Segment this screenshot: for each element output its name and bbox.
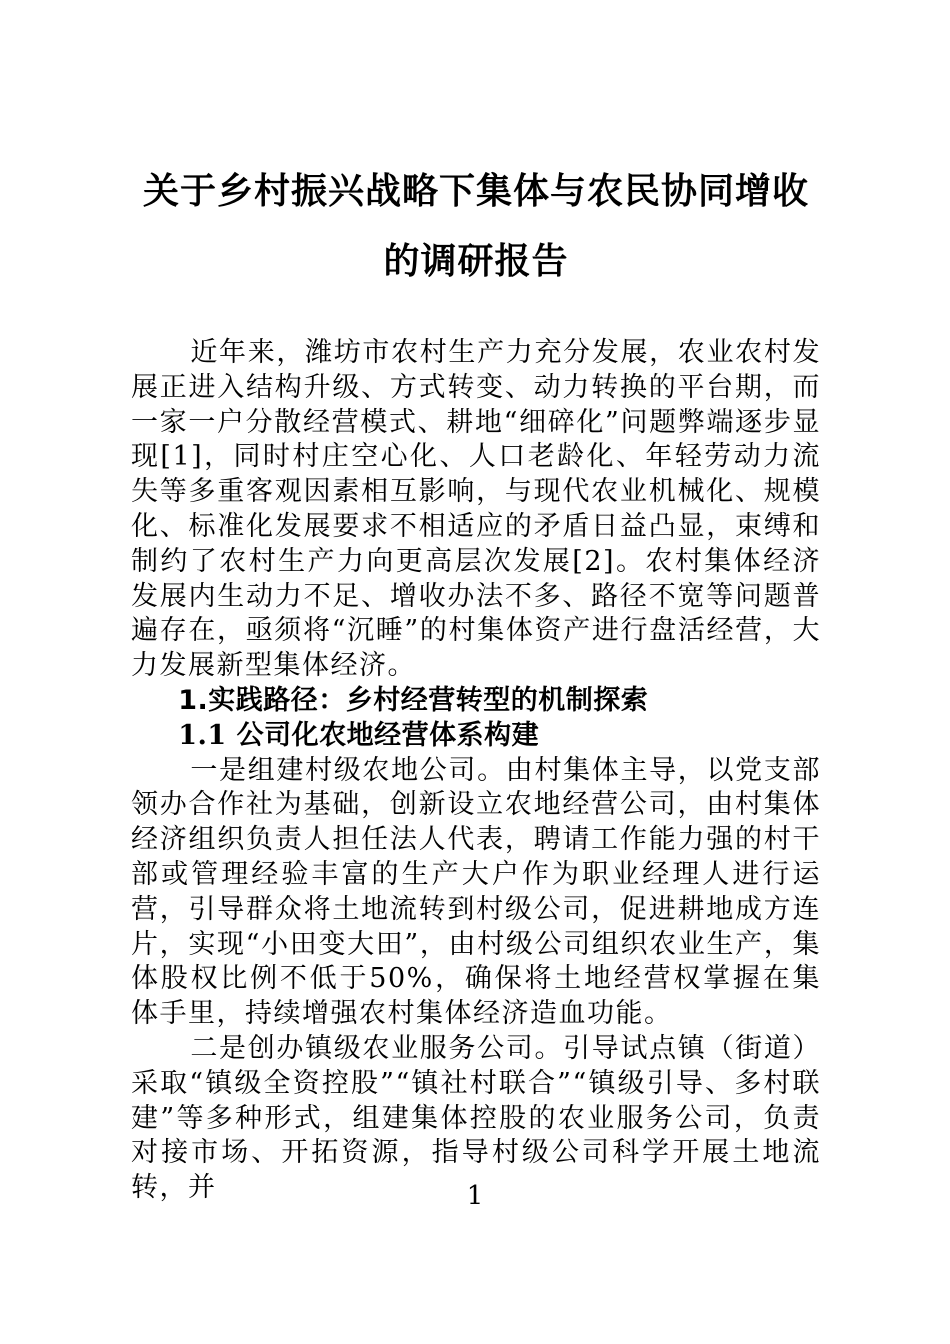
document-title-line-1: 关于乡村振兴战略下集体与农民协同增收 (142, 170, 809, 212)
page-number: 1 (466, 1181, 484, 1211)
paragraph-town-agri-service-company: 二是创办镇级农业服务公司。引导试点镇（街道）采取“镇级全资控股”“镇社村联合”“镇级引导、多村联建”等多种形式，组建集体控股的农业服务公司，负责对接市场、开拓资源，指导村级公司科学开展土地流转，并 (131, 1032, 821, 1204)
document-content (131, 0, 821, 1206)
document-title (131, 0, 821, 296)
paragraph-village-farmland-company: 一是组建村级农地公司。由村集体主导，以党支部领办合作社为基础，创新设立农地经营公司，由村集体经济组织负责人担任法人代表，聘请工作能力强的村干部或管理经验丰富的生产大户作为职业经理人进行运营，引导群众将土地流转到村级公司，促进耕地成方连片，实现“小田变大田”，由村级公司组织农业生产，集体股权比例不低于50%，确保将土地经营权掌握在集体手里，持续增强农村集体经济造血功能。 (131, 754, 821, 1030)
intro-paragraph: 近年来，潍坊市农村生产力充分发展，农业农村发展正进入结构升级、方式转变、动力转换的平台期，而一家一户分散经营模式、耕地“细碎化”问题弊端逐步显现[1]，同时村庄空心化、人口老龄化、年轻劳动力流失等多重客观因素相互影响，与现代农业机械化、规模化、标准化发展要求不相适应的矛盾日益凸显，束缚和制约了农村生产力向更高层次发展[2]。农村集体经济发展内生动力不足、增收办法不多、路径不宽等问题普遍存在，亟须将“沉睡”的村集体资产进行盘活经营，大力发展新型集体经济。 (131, 337, 821, 682)
subsection-heading-farmland-company-system: 1.1 公司化农地经营体系构建 (178, 719, 540, 751)
document-title-line-2: 的调研报告 (383, 240, 569, 282)
section-heading-practice-paths: 1.实践路径：乡村经营转型的机制探索 (178, 684, 649, 716)
